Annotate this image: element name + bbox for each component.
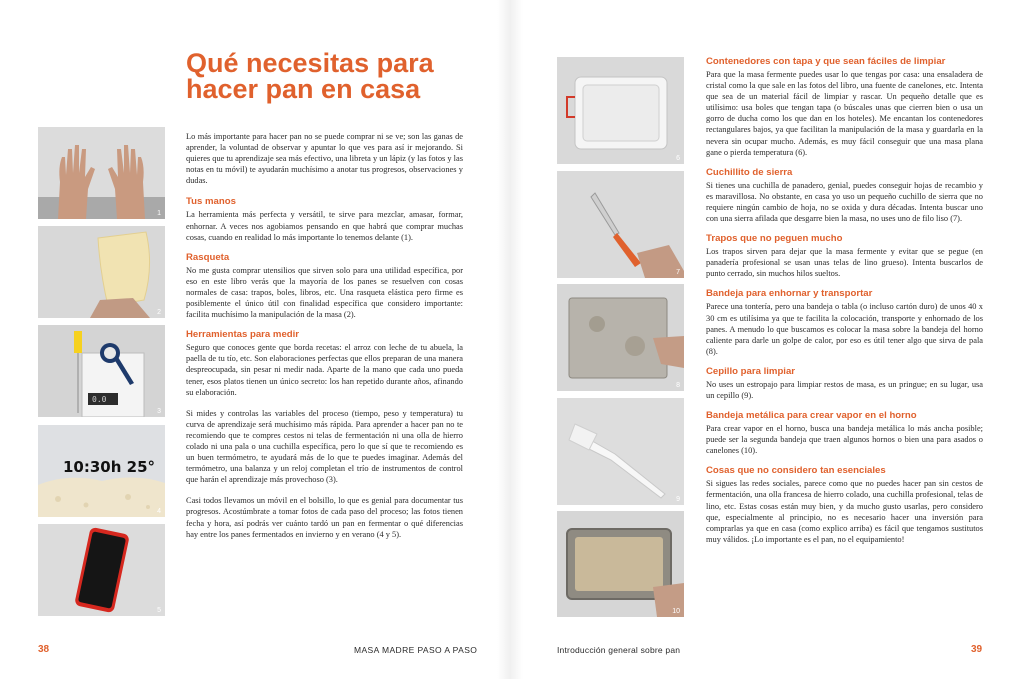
scale-illustration [38,325,165,417]
photo-knife [557,171,684,278]
section-scraper [186,252,463,320]
photo-number: 9 [676,496,680,503]
photo-number: 10 [672,608,680,615]
section-heading: Cepillo para limpiar [706,365,796,377]
photo-number: 6 [676,155,680,162]
photo-number: 5 [157,607,161,614]
section-heading: Trapos que no peguen mucho [706,233,843,245]
photo-phone [38,524,165,616]
page-number-right: 39 [971,644,983,655]
section-heading: Cuchillito de sierra [706,166,793,178]
section-heading: Contenedores con tapa y que sean fáciles de limpiar [706,56,946,67]
section-heading: Rasqueta [186,251,230,263]
scraper-illustration [38,226,165,318]
section-body: Para crear vapor en el horno, busca una bandeja metálica lo más ancha posible; puede ser la segunda bandeja que traen algunos hornos o bien una para asados o canelones (10). [706,424,983,456]
photo-scale-thermometer [38,325,165,417]
section-body: Si mides y controlas las variables del proceso (tiempo, peso y temperatura) tu curva de aprendizaje será muchísimo más rápida. Para aprender a hacer pan no te recomiendo que te compres cestos ni telas de fermentación ni una olla de hierro colado ni una pala o una cuchilla específica, pero lo que sí que te recomiendo es un buen termómetro, te ayudará más de lo que te puedes imaginar. Además del termómetro, una balanza y un reloj completan el trío de instrumentos de control que harán el aprendizaje más provechoso (3). [186,408,463,485]
knife-illustration [557,171,684,278]
scale-display: 0.0 [92,395,107,404]
section-body: No me gusta comprar utensilios que sirven solo para una utilidad específica, por eso en este libro verás que la mayoría de los panes se resuelven con cosas normales de casa: trapos, boles, libros, etc. Una rasqueta elástica pero firme es posiblemente el único útil con finalidad específica que considero importante: facilita muchísimo la manipulación de la masa (2). [186,265,463,320]
phone-illustration [38,524,165,616]
brush-illustration [557,398,684,505]
hands-illustration [38,127,165,219]
book-gutter [497,0,523,679]
section-heading: Bandeja para enhornar y transportar [706,288,873,300]
section-measure-tools [186,329,463,540]
photo-number: 8 [676,382,680,389]
section-body: La herramienta más perfecta y versátil, te sirve para mezclar, amasar, formar, enhornar. A veces nos agobiamos pensando en que habrá que comprar muchas cosas, cuando en realidad lo más importante lo tenemos delante (1). [186,210,463,242]
intro-paragraph: Lo más importante para hacer pan no se puede comprar ni se ve; son las ganas de aprender, la voluntad de observar y apuntar lo que ves para así ir mejorando. Si quieres que tu aprendizaje sea más efectivo, una libreta y un lápiz (y las fotos y las notas en tu móvil) te ayudarán muchísimo a anotar tus progresos, observaciones y dudas. [186,132,463,186]
running-footer-right: Introducción general sobre pan [557,645,681,655]
section-cloths [706,233,983,279]
left-text-column [186,131,463,549]
photo-number: 4 [157,508,161,515]
section-body: Parece una tontería, pero una bandeja o tabla (o incluso cartón duro) de unos 40 x 30 cm es utilísima ya que te facilita la colocación, transporte y enhornado de los panes. A menudo lo que buscamos es colocar la masa sobre la bandeja del horno caliente para darle un golpe de calor, por eso es útil tener algo que sirva de pala (8). [706,302,983,356]
section-body: Los trapos sirven para dejar que la masa fermente y evitar que se pegue (en panadería profesional se usan unas telas de lino grueso). Intenta buscarlos de punto cerrado, sin muchos hilos sueltos. [706,247,983,279]
photo-tray [557,284,684,391]
page-title [186,50,486,102]
page-number-left: 38 [38,644,50,655]
section-containers [706,56,983,158]
section-body: No uses un estropajo para limpiar restos de masa, es un pringue; en su lugar, usa un cepillo (9). [706,379,983,400]
tray-illustration [557,284,684,391]
section-heading: Cosas que no considero tan esenciales [706,465,886,477]
photo-number: 1 [157,210,161,217]
section-body: Si sigues las redes sociales, parece como que no puedes hacer pan sin cestos de fermentación, una olla francesa de hierro colado, una cuchilla profesional, telas de lino, etc. Estas cosas están muy bien, y da mucho gusto usarlas, pero considero que, especialmente al principio, no es necesario hacer una inversión para comprarlas ya que en casa (como explico arriba) es fácil que tengamos sustitutos muy válidos. ¡Lo importante es el pan, no el equipamiento! [706,479,983,544]
jar-label: 10:30h 25° [63,458,156,476]
jar-illustration [38,425,165,517]
running-footer-left: MASA MADRE PASO A PASO [354,645,478,655]
photo-dough-jar [38,425,165,517]
section-heading: Bandeja metálica para crear vapor en el horno [706,410,917,422]
photo-dough-scraper [38,226,165,318]
section-tray [706,288,983,356]
photo-metal-pan [557,511,684,617]
section-body: Casi todos llevamos un móvil en el bolsillo, lo que es genial para documentar tus progresos. Acostúmbrate a tomar fotos de cada paso del proceso; las fotos tienen fecha y hora, así podrás ver cuánto tardó un pan en fermentar o qué diferencias hay entre los panes fermentados en invierno y en verano (4 y 5). [186,496,463,539]
photo-containers [557,57,684,164]
section-body: Si tienes una cuchilla de panadero, genial, puedes conseguir hojas de recambio y es maravillosa. No obstante, en casa yo uso un pequeño cuchillo de sierra que no requiere ningún cambio de hoja, no se oxida y dura décadas. Intenta buscar uno con una sierra afilada que desgarre bien la masa, no uses uno de filo liso (7). [706,180,983,224]
section-steam-tray [706,410,983,456]
section-heading: Tus manos [186,196,236,208]
section-body: Para que la masa fermente puedes usar lo que tengas por casa: una ensaladera de cristal como la que sale en las fotos del libro, una fuente de canelones, etc. Intenta que sea de un material fácil de limpiar y rascar. Un pequeño detalle que es utilísimo: usa boles que tengan tapa (o búscales unas que cierren bien o usa un gorro de ducha como los que dan en los hoteles). Me encantan los contenedores rectangulares bajos, ya que facilitan la manipulación de la masa y guardarla en la nevera sin ocupar mucho. Además, es muy fácil conseguir que una masa plana gane o pierda temperatura (6). [706,70,983,157]
photo-number: 7 [676,269,680,276]
photo-number: 3 [157,408,161,415]
section-heading: Herramientas para medir [186,329,300,341]
photo-brush [557,398,684,505]
title-line-2: hacer pan en casa [186,74,421,104]
pan-illustration [557,511,684,617]
photo-number: 2 [157,309,161,316]
section-hands [186,196,463,242]
section-body: Seguro que conoces gente que borda recetas: el arroz con leche de tu abuela, la paella de tu tío, etc. Son elaboraciones perfectas que ellos preparan de una manera despreocupada, sin pesar ni medir nada. Aparte de la mano que cada uno pueda tener, esos platos tienen un único secreto: los han repetido durante años, afinando su elaboración. [186,343,463,397]
photo-hands [38,127,165,219]
section-non-essentials [706,465,983,545]
containers-illustration [557,57,684,164]
right-text-column [706,56,983,554]
title-line-1: Qué necesitas para [186,48,434,78]
section-brush [706,366,983,401]
section-knife [706,167,983,224]
